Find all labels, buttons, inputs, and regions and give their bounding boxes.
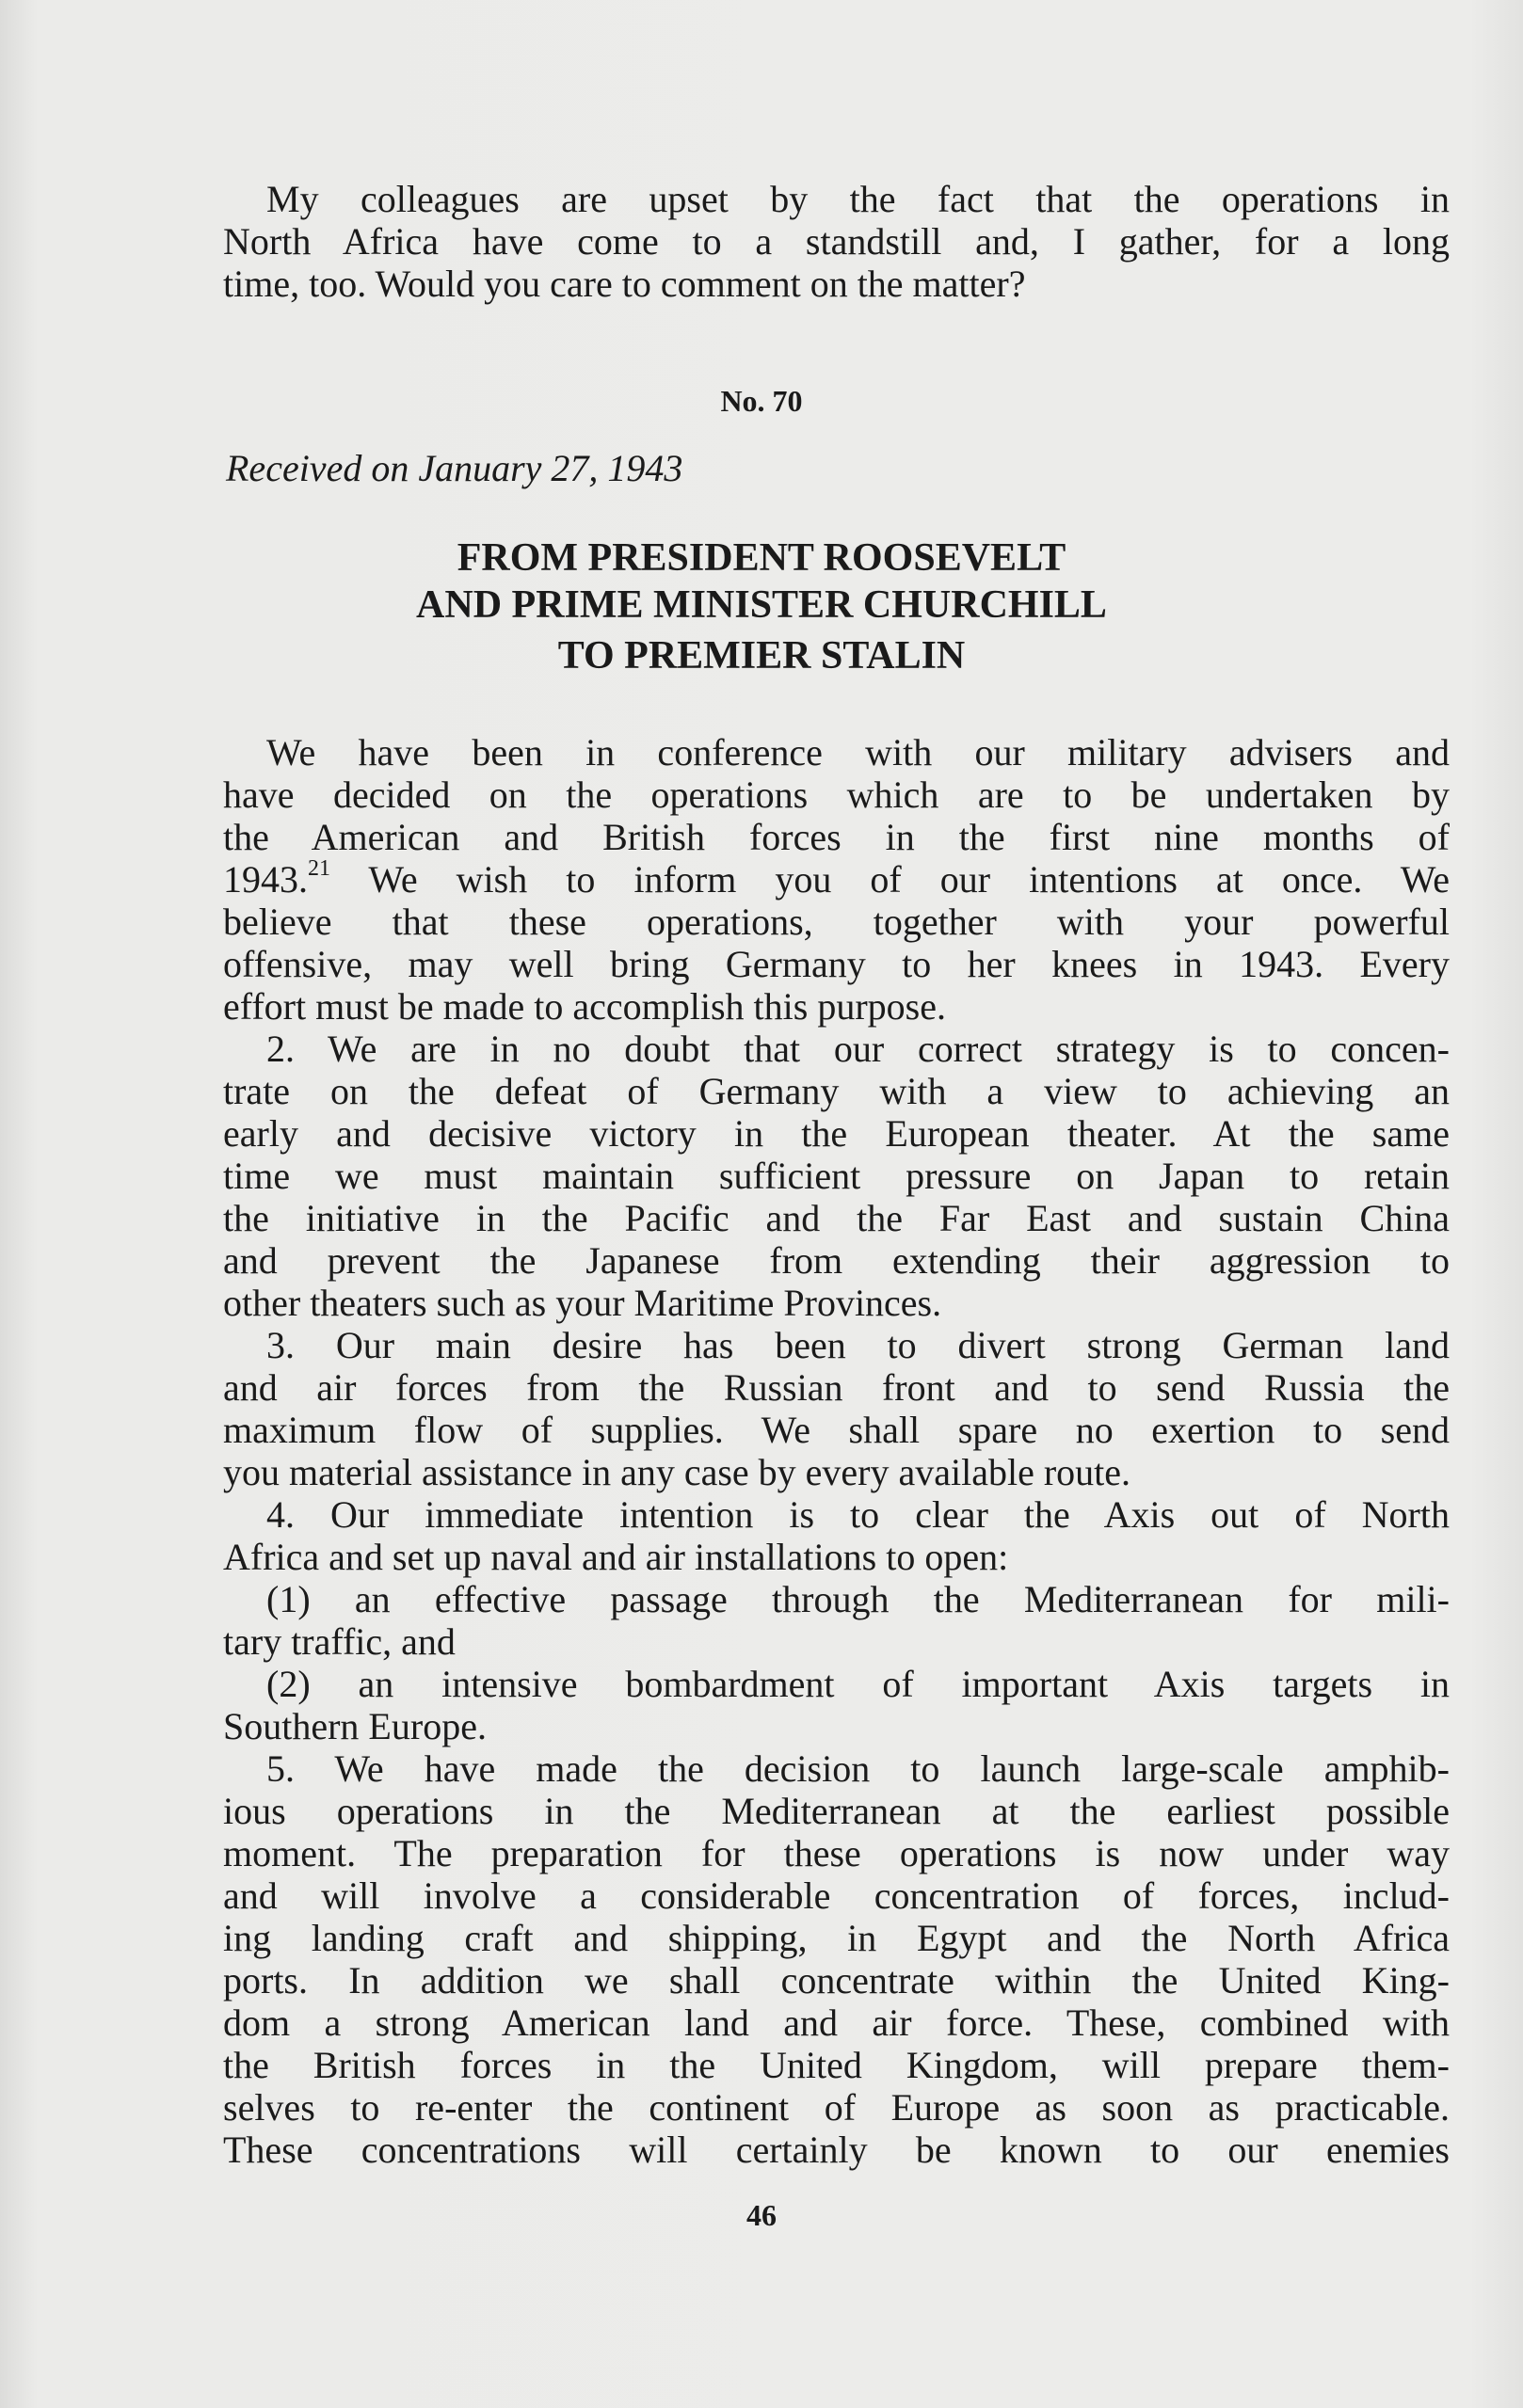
text-line: the American and British forces in the first nine months of — [223, 816, 1450, 858]
text-line: We have been in conference with our military advisers and — [266, 731, 1450, 773]
footnote-reference: 21 — [308, 856, 330, 881]
text-line: maximum flow of supplies. We shall spare no exertion to send — [223, 1409, 1450, 1451]
text-line: (2) an intensive bombardment of important Axis targets in — [266, 1663, 1450, 1705]
page-number: 46 — [746, 2198, 777, 2232]
text-line: effort must be made to accomplish this purpose. — [223, 985, 946, 1028]
text-line: Africa and set up naval and air installations to open: — [223, 1536, 1009, 1578]
text-line: selves to re-enter the continent of Europe as soon as practicable. — [223, 2086, 1450, 2129]
received-date: Received on January 27, 1943 — [226, 447, 683, 489]
text-line: ious operations in the Mediterranean at the earliest possible — [223, 1790, 1450, 1832]
text-line: These concentrations will certainly be known to our enemies — [223, 2129, 1450, 2171]
text-line: and prevent the Japanese from extending their aggression to — [223, 1239, 1450, 1282]
text-line: and air forces from the Russian front and to send Russia the — [223, 1366, 1450, 1409]
text-line: Southern Europe. — [223, 1705, 487, 1747]
text-line: and will involve a considerable concentration of forces, includ- — [223, 1874, 1450, 1917]
text-line: 5. We have made the decision to launch large-scale amphib- — [266, 1747, 1450, 1790]
text-line: trate on the defeat of Germany with a view to achieving an — [223, 1070, 1450, 1112]
text-line: ing landing craft and shipping, in Egypt and the North Africa — [223, 1917, 1450, 1959]
text-line: you material assistance in any case by every available route. — [223, 1451, 1131, 1493]
heading-line-3: TO PREMIER STALIN — [557, 634, 966, 678]
text-line: other theaters such as your Maritime Provinces. — [223, 1282, 942, 1324]
text-line: moment. The preparation for these operations is now under way — [223, 1832, 1450, 1874]
text-line: North Africa have come to a standstill and, I gather, for a long — [223, 220, 1450, 263]
text-line: offensive, may well bring Germany to her knees in 1943. Every — [223, 943, 1450, 985]
text-line: time, too. Would you care to comment on the matter? — [223, 263, 1026, 305]
text-line: 4. Our immediate intention is to clear the Axis out of North — [266, 1493, 1450, 1536]
text-line: tary traffic, and — [223, 1620, 456, 1663]
text-line: the initiative in the Pacific and the Far East and sustain China — [223, 1197, 1450, 1239]
text-line: believe that these operations, together with your powerful — [223, 901, 1450, 943]
text-line: (1) an effective passage through the Mediterranean for mili- — [266, 1578, 1450, 1620]
text-line: time we must maintain sufficient pressure on Japan to retain — [223, 1155, 1450, 1197]
heading-line-2: AND PRIME MINISTER CHURCHILL — [416, 583, 1107, 627]
text-line: My colleagues are upset by the fact that the operations in — [266, 178, 1450, 220]
text-line: have decided on the operations which are to be undertaken by — [223, 773, 1450, 816]
text-line: the British forces in the United Kingdom, will prepare them- — [223, 2044, 1450, 2086]
text-line: dom a strong American land and air force. These, combined with — [223, 2001, 1450, 2044]
text-line: 2. We are in no doubt that our correct strategy is to concen- — [266, 1028, 1450, 1070]
document-number: No. 70 — [720, 384, 803, 418]
text-line: 1943.21 We wish to inform you of our intentions at once. We — [223, 856, 1450, 901]
heading-line-1: FROM PRESIDENT ROOSEVELT — [457, 536, 1066, 580]
text-line: early and decisive victory in the European theater. At the same — [223, 1112, 1450, 1155]
text-line: 3. Our main desire has been to divert strong German land — [266, 1324, 1450, 1366]
text-line: ports. In addition we shall concentrate within the United King- — [223, 1959, 1450, 2001]
